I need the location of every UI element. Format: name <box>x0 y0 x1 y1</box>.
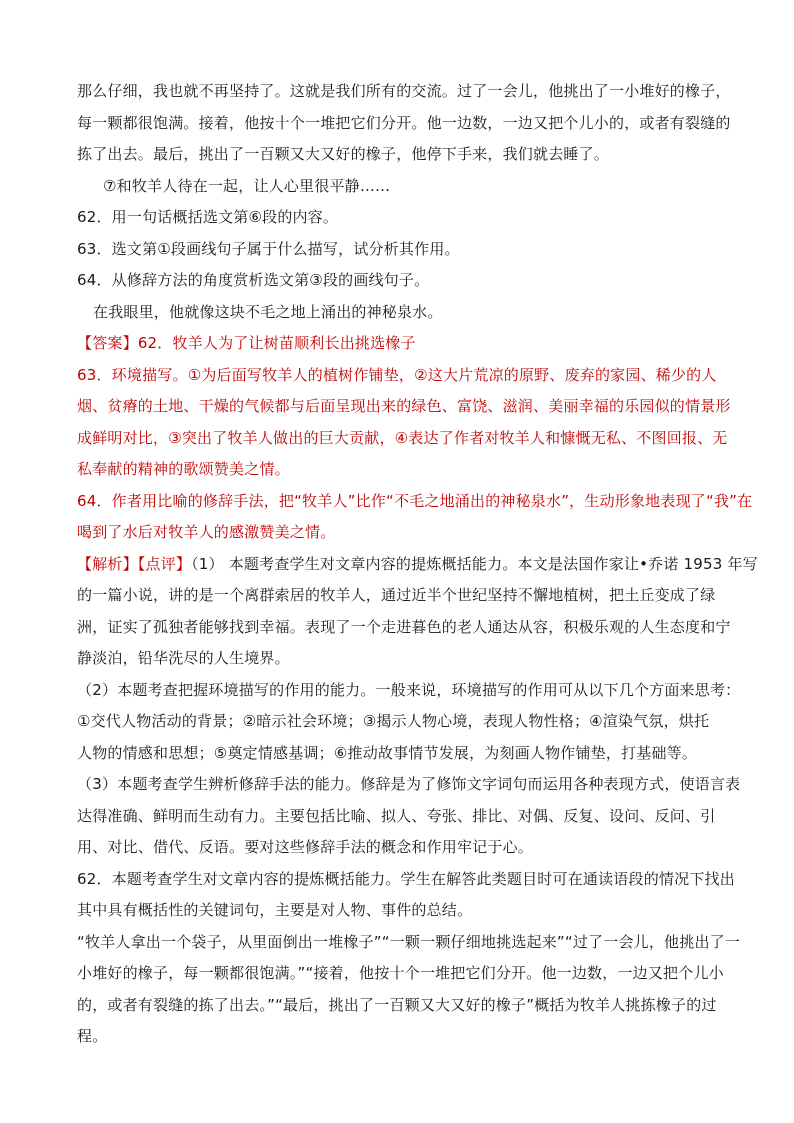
answer-64-line-1: 64．作者用比喻的修辞手法，把“牧羊人”比作“不毛之地涌出的神秘泉水”，生动形象地表现了“我”在 <box>77 491 753 510</box>
answer-63-line-3: 成鲜明对比，③突出了牧羊人做出的巨大贡献，④表达了作者对牧羊人和慷慨无私、不图回报、无 <box>77 428 728 447</box>
passage-line-2: 每一颗都很饱满。接着，他按十个一堆把它们分开。他一边数，一边又把个儿小的，或者有裂缝的 <box>77 113 731 132</box>
analysis-1-intro: （1） 本题考查学生对文章内容的提炼概括能力。本文是法国作家让•乔诺 1953 年写 <box>191 554 758 573</box>
analysis-62-line-6: 程。 <box>77 1027 108 1045</box>
question-64-sentence: 在我眼里，他就像这块不毛之地上涌出的神秘泉水。 <box>93 302 443 321</box>
analysis-62-line-2: 其中具有概括性的关键词句，主要是对人物、事件的总结。 <box>77 901 473 919</box>
question-63: 63．选文第①段画线句子属于什么描写，试分析其作用。 <box>77 239 460 258</box>
passage-paragraph-7: ⑦和牧羊人待在一起，让人心里很平静…… <box>103 176 391 195</box>
analysis-3-line-2: 达得准确、鲜明而生动有力。主要包括比喻、拟人、夸张、排比、对偶、反复、设问、反问、引 <box>77 806 716 825</box>
analysis-3-line-3: 用、对比、借代、反语。要对这些修辞手法的概念和作用牢记于心。 <box>77 838 534 856</box>
answer-62-line <box>77 328 719 360</box>
question-64: 64．从修辞方法的角度赏析选文第③段的画线句子。 <box>77 271 430 289</box>
question-62: 62．用一句话概括选文第⑥段的内容。 <box>77 208 339 226</box>
analysis-1-line-3: 洲，证实了孤独者能够找到幸福。表现了一个走进暮色的老人通达从容，积极乐观的人生态度和宁 <box>77 617 731 636</box>
analysis-1-line-4: 静淡泊，铅华洗尽的人生境界。 <box>77 649 290 667</box>
analysis-tag: 【解析】【点评】 <box>77 554 192 573</box>
answer-62: 62．牧羊人为了让树苗顺利长出挑选橡子 <box>137 334 416 352</box>
analysis-62-line-5: 的，或者有裂缝的拣了出去。”“最后，挑出了一百颗又大又好的橡子”概括为牧羊人挑拣橡子的过 <box>77 995 717 1014</box>
document-page <box>77 76 758 1053</box>
answer-tag: 【答案】 <box>77 334 138 352</box>
analysis-62-line-3: “牧羊人拿出一个袋子，从里面倒出一堆橡子”“一颗一颗仔细地挑选起来”“过了一会儿，他挑出了一 <box>77 932 741 951</box>
answer-64-line-2: 喝到了水后对牧羊人的感激赞美之情。 <box>77 523 336 541</box>
passage-line-3: 拣了出去。最后，挑出了一百颗又大又好的橡子，他停下手来，我们就去睡了。 <box>77 145 610 163</box>
passage-line-1: 那么仔细，我也就不再坚持了。这就是我们所有的交流。过了一会儿，他挑出了一小堆好的橡子， <box>77 82 731 100</box>
analysis-2-line-2: ①交代人物活动的背景；②暗示社会环境；③揭示人物心境，表现人物性格；④渲染气氛，烘托 <box>77 712 710 730</box>
analysis-1-line-2: 的一篇小说，讲的是一个离群索居的牧羊人，通过近半个世纪坚持不懈地植树，把土丘变成了绿 <box>77 586 716 604</box>
answer-63-line-2: 烟、贫瘠的土地、干燥的气候都与后面呈现出来的绿色、富饶、滋润、美丽幸福的乐园似的情景形 <box>77 397 731 415</box>
analysis-3-line-1: （3）本题考查学生辨析修辞手法的能力。修辞是为了修饰文字词句而运用各种表现方式，使语言表 <box>77 775 741 793</box>
analysis-2-line-1: （2）本题考查把握环境描写的作用的能力。一般来说，环境描写的作用可从以下几个方面来思考： <box>77 680 741 699</box>
analysis-1-first-line <box>77 549 758 581</box>
analysis-2-line-3: 人物的情感和思想；⑤奠定情感基调；⑥推动故事情节发展，为刻画人物作铺垫，打基础等。 <box>77 743 698 762</box>
analysis-62-line-1: 62．本题考查学生对文章内容的提炼概括能力。学生在解答此类题目时可在通读语段的情况下找出 <box>77 869 735 888</box>
answer-63-line-4: 私奉献的精神的歌颂赞美之情。 <box>77 460 290 478</box>
answer-63-line-1: 63．环境描写。①为后面写牧羊人的植树作铺垫，②这大片荒凉的原野、废弃的家园、稀少的人 <box>77 365 717 384</box>
analysis-62-line-4: 小堆好的橡子，每一颗都很饱满。”“接着，他按十个一堆把它们分开。他一边数，一边又把个儿小 <box>77 964 724 982</box>
